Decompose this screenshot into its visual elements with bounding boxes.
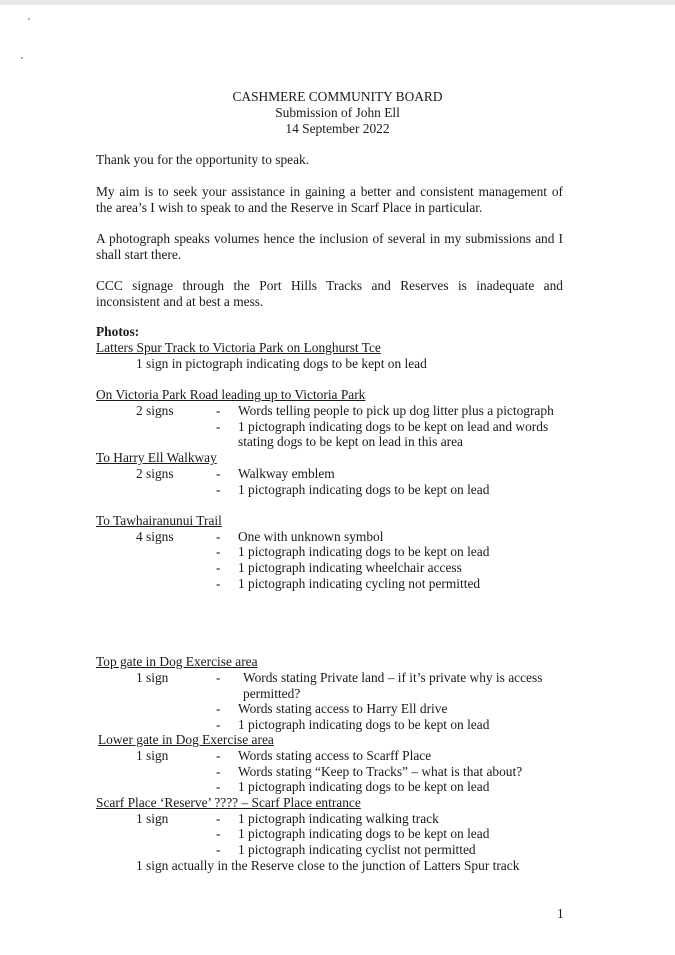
photo-paragraph [96, 231, 563, 262]
bullet-dash: - [216, 544, 221, 559]
sign-description: 1 pictograph indicating dogs to be kept on lead [238, 826, 490, 841]
sign-description: Words stating “Keep to Tracks” – what is that about? [238, 764, 523, 779]
sign-count: 1 sign [136, 811, 169, 826]
bullet-dash: - [216, 717, 221, 732]
aim-line-1: My aim is to seek your assistance in gaining a better and consistent management of [96, 184, 563, 199]
list-item [0, 826, 675, 842]
sign-description: 1 pictograph indicating wheelchair access [238, 560, 462, 575]
submission-date: 14 September 2022 [285, 121, 390, 136]
sign-count: 2 signs [136, 466, 174, 481]
list-item [0, 811, 675, 827]
sign-count: 1 sign [136, 670, 169, 685]
list-item [0, 544, 675, 560]
section-heading-latters: Latters Spur Track to Victoria Park on Longhurst Tce [96, 340, 381, 355]
bullet-dash: - [216, 701, 221, 716]
list-item [0, 419, 675, 435]
sign-description: One with unknown symbol [238, 529, 384, 544]
section-heading-victoria: On Victoria Park Road leading up to Victoria Park [96, 387, 366, 402]
list-item [0, 403, 675, 419]
sign-description: Words stating Private land – if it’s private why is access [243, 670, 543, 685]
sign-description: stating dogs to be kept on lead in this area [238, 434, 463, 449]
list-item [0, 482, 675, 498]
sign-count: 1 sign [136, 748, 169, 763]
section-heading-scarf: Scarf Place ‘Reserve’ ???? – Scarf Place entrance [96, 795, 361, 810]
aim-line-2: the area’s I wish to speak to and the Reserve in Scarf Place in particular. [96, 199, 483, 215]
signage-paragraph [96, 278, 563, 309]
sign-description: 1 pictograph indicating dogs to be kept on lead [238, 482, 490, 497]
bullet-dash: - [216, 748, 221, 763]
list-item [0, 670, 675, 686]
section-heading-topgate: Top gate in Dog Exercise area [96, 654, 258, 669]
sign-description: 1 pictograph indicating cycling not permitted [238, 576, 481, 591]
sign-description: permitted? [243, 686, 301, 701]
document-header [0, 89, 675, 137]
photo-line-2: shall start there. [96, 246, 182, 262]
sign-description: 1 pictograph indicating dogs to be kept on lead [238, 717, 490, 732]
list-item [0, 748, 675, 764]
bullet-dash: - [216, 482, 221, 497]
bullet-dash: - [216, 403, 221, 418]
scan-top-edge [0, 0, 675, 5]
section-heading-tawhai: To Tawhairanunui Trail [96, 513, 222, 528]
list-item [0, 560, 675, 576]
list-item [0, 466, 675, 482]
sign-description: Words telling people to pick up dog litter plus a pictograph [238, 403, 554, 418]
photos-heading: Photos: [96, 324, 140, 339]
bullet-dash: - [216, 764, 221, 779]
sign-description: 1 pictograph indicating walking track [238, 811, 439, 826]
bullet-dash: - [216, 560, 221, 575]
bullet-dash: - [216, 466, 221, 481]
sign-count: 2 signs [136, 403, 174, 418]
intro-paragraph: Thank you for the opportunity to speak. [96, 152, 310, 167]
bullet-dash: - [216, 576, 221, 591]
list-item [0, 434, 675, 450]
sign-description: Words stating access to Harry Ell drive [238, 701, 448, 716]
latters-sign-line: 1 sign in pictograph indicating dogs to be kept on lead [136, 356, 427, 371]
sign-description: 1 pictograph indicating dogs to be kept on lead [238, 779, 490, 794]
bullet-dash: - [216, 779, 221, 794]
bullet-dash: - [216, 529, 221, 544]
section-heading-harry: To Harry Ell Walkway [96, 450, 217, 465]
sign-description: Words stating access to Scarff Place [238, 748, 432, 763]
sign-description: 1 pictograph indicating dogs to be kept on lead [238, 544, 490, 559]
page-number: 1 [557, 906, 564, 921]
bullet-dash: - [216, 670, 221, 685]
board-title: CASHMERE COMMUNITY BOARD [232, 89, 443, 104]
submission-author: Submission of John Ell [275, 105, 400, 120]
sign-description: 1 pictograph indicating cyclist not permitted [238, 842, 476, 857]
photo-line-1: A photograph speaks volumes hence the inclusion of several in my submissions and I [96, 231, 563, 246]
sign-description: Walkway emblem [238, 466, 335, 481]
list-item [0, 842, 675, 858]
bullet-dash: - [216, 419, 221, 434]
list-item [0, 686, 675, 702]
list-item [0, 779, 675, 795]
list-item [0, 529, 675, 545]
signage-line-2: inconsistent and at best a mess. [96, 293, 264, 309]
list-item [0, 576, 675, 592]
bullet-dash: - [216, 842, 221, 857]
signage-line-1: CCC signage through the Port Hills Tracks and Reserves is inadequate and [96, 278, 563, 293]
bullet-dash: - [216, 811, 221, 826]
scarf-footer-line: 1 sign actually in the Reserve close to the junction of Latters Spur track [136, 858, 520, 873]
sign-count: 4 signs [136, 529, 174, 544]
sign-description: 1 pictograph indicating dogs to be kept on lead and words [238, 419, 549, 434]
list-item [0, 764, 675, 780]
section-heading-lowergate: Lower gate in Dog Exercise area [98, 732, 274, 747]
bullet-dash: - [216, 826, 221, 841]
scan-speck [28, 18, 30, 20]
list-item [0, 701, 675, 717]
list-item [0, 717, 675, 733]
aim-paragraph [96, 184, 563, 215]
scan-speck [21, 57, 23, 59]
